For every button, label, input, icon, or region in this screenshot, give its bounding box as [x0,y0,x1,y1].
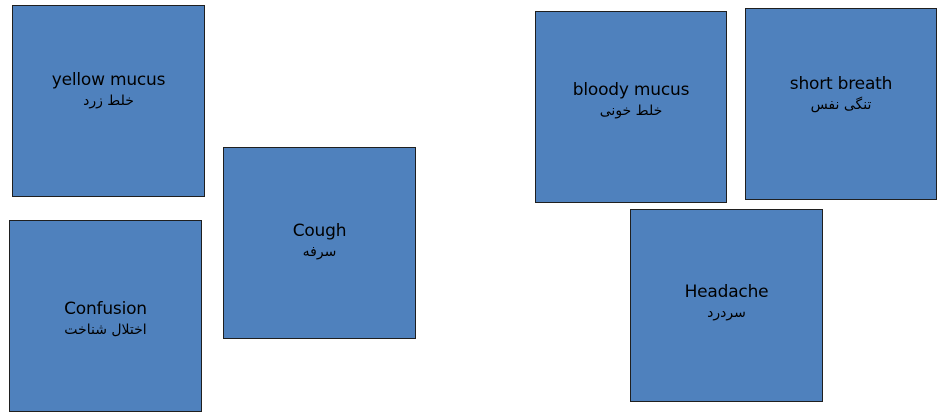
card-label-persian: خلط خونی [599,103,663,119]
symptom-card-short-breath[interactable] [745,8,937,200]
card-label-persian: اختلال شناخت [64,322,147,338]
symptom-card-yellow-mucus[interactable] [12,5,205,197]
card-text-group [685,281,769,323]
symptom-card-cough[interactable] [223,147,416,339]
card-text-group [64,298,147,340]
card-label-english: Cough [292,221,347,241]
card-label-persian: سرفه [302,244,337,260]
card-text-group [52,69,166,111]
card-label-persian: سردرد [707,304,746,321]
symptom-card-bloody-mucus[interactable] [535,11,727,203]
symptom-card-confusion[interactable] [9,220,202,412]
card-label-persian: خلط زرد [83,93,134,109]
card-text-group [293,220,347,262]
card-text-group [573,79,689,121]
card-label-english: Headache [684,281,769,302]
card-text-group [790,73,892,115]
card-label-english: short breath [789,74,893,94]
card-label-english: Confusion [64,299,147,319]
card-label-persian: تنگی نفس [810,97,872,113]
card-label-english: yellow mucus [51,70,166,90]
symptom-card-headache[interactable] [630,209,823,402]
card-label-english: bloody mucus [572,80,690,100]
